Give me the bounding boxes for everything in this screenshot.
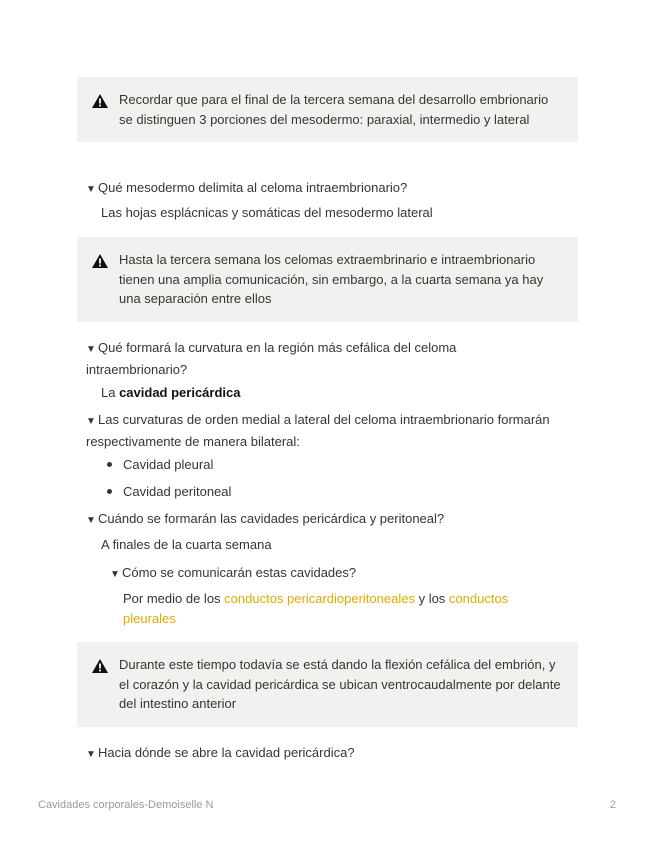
toggle-q4-sub[interactable]: [110, 563, 550, 585]
callout-text: Durante este tiempo todavía se está dando la flexión cefálica del embrión, y el corazón y la cavidad pericárdica se ubican ventrocaudalmente por delante del intestino anterior: [119, 657, 561, 711]
list-item-text: Cavidad peritoneal: [123, 484, 232, 499]
answer-bold: cavidad pericárdica: [119, 385, 241, 400]
footer-title: Cavidades corporales-Demoiselle N: [38, 799, 214, 811]
toggle-q2[interactable]: [86, 338, 556, 379]
warning-icon: [91, 253, 109, 269]
answer-q4-sub: [123, 589, 553, 628]
toggle-triangle-icon[interactable]: ▼: [86, 749, 96, 760]
list-item: [107, 455, 213, 475]
toggle-question: Cuándo se formarán las cavidades pericárdica y peritoneal?: [98, 511, 445, 526]
toggle-q5[interactable]: [86, 743, 556, 765]
answer-prefix: La: [101, 385, 120, 400]
callout-text: Recordar que para el final de la tercera semana del desarrollo embrionario se distinguen 3 porciones del mesodermo: paraxial, intermedio y lateral: [119, 92, 549, 127]
warning-icon: [91, 658, 109, 674]
toggle-triangle-icon[interactable]: ▼: [86, 416, 96, 427]
toggle-question: Hacia dónde se abre la cavidad pericárdica?: [98, 745, 355, 760]
answer-q4: A finales de la cuarta semana: [101, 537, 272, 552]
toggle-triangle-icon[interactable]: ▼: [110, 569, 120, 580]
toggle-question: Qué formará la curvatura en la región más cefálica del celoma intraembrionario?: [86, 340, 457, 377]
callout-text: Hasta la tercera semana los celomas extraembrinario e intraembrionario tienen una amplia comunicación, sin embargo, a la cuarta semana ya hay una separación entre ellos: [119, 252, 544, 306]
toggle-question: Las curvaturas de orden medial a lateral del celoma intraembrionario formarán respectivamente de manera bilateral:: [86, 412, 550, 449]
toggle-triangle-icon[interactable]: ▼: [86, 344, 96, 355]
highlight-conductos-pericardioperitoneales: conductos pericardioperitoneales: [224, 591, 415, 606]
callout-mesoderm-portions: [77, 77, 578, 142]
callout-cephalic-flexion: [77, 642, 578, 727]
toggle-q3[interactable]: [86, 410, 556, 451]
answer-mid: y los: [414, 591, 449, 606]
toggle-q1[interactable]: [86, 178, 556, 200]
toggle-q4[interactable]: [86, 509, 556, 531]
toggle-question: Cómo se comunicarán estas cavidades?: [122, 565, 357, 580]
answer-prefix: Por medio de los: [123, 591, 225, 606]
warning-icon: [91, 93, 109, 109]
answer-q1: Las hojas esplácnicas y somáticas del mesodermo lateral: [101, 205, 433, 220]
list-item: [107, 482, 231, 502]
toggle-triangle-icon[interactable]: ▼: [86, 515, 96, 526]
answer-q2: [101, 383, 561, 403]
toggle-question: Qué mesodermo delimita al celoma intraembrionario?: [98, 180, 408, 195]
list-item-text: Cavidad pleural: [123, 457, 214, 472]
footer-page-number: 2: [609, 799, 616, 811]
callout-celoma-communication: [77, 237, 578, 322]
bullet-dot: [107, 489, 112, 494]
highlight-conductos-pleurales: conductos pleurales: [123, 591, 509, 626]
toggle-triangle-icon[interactable]: ▼: [86, 184, 96, 195]
bullet-dot: [107, 462, 112, 467]
